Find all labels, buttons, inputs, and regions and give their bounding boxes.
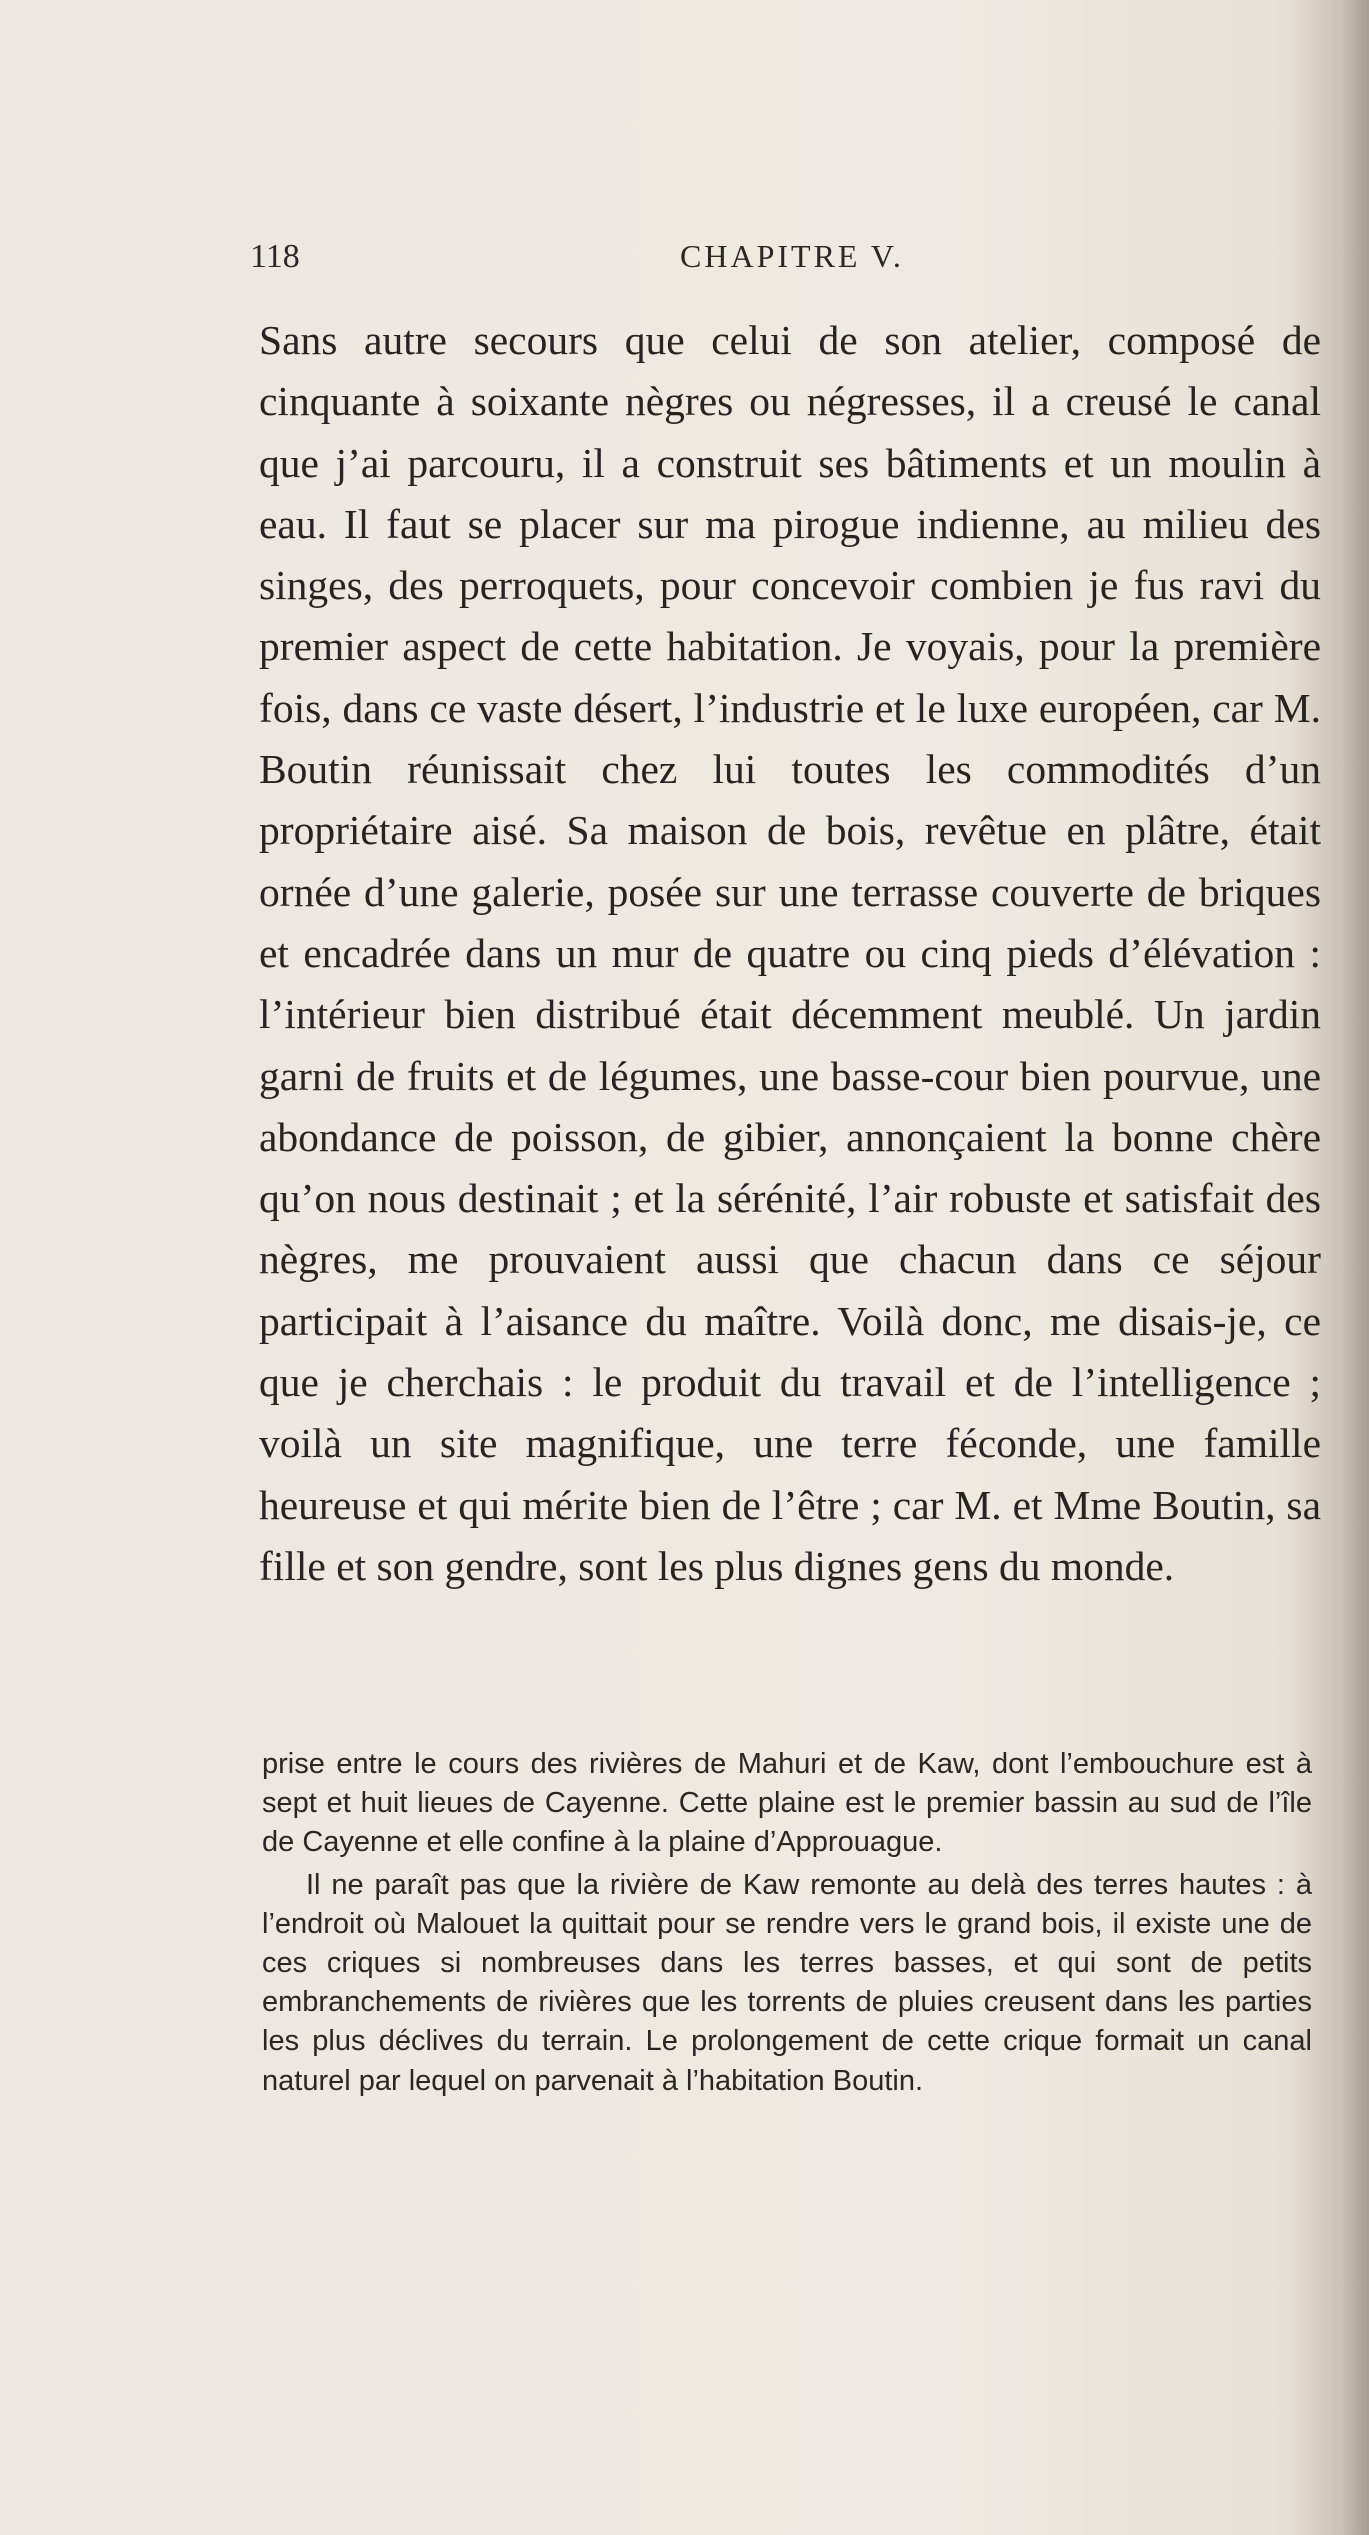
page-header (250, 238, 1330, 288)
page-number: 118 (250, 238, 300, 275)
body-paragraph: Sans autre secours que celui de son atelier, composé de cinquante à soixante nègres ou négresses, il a creusé le canal que j’ai parcouru, il a construit ses bâtiments et un moulin à eau. Il faut se placer sur ma pirogue indienne, au milieu des singes, des perroquets, pour concevoir combien je fus ravi du premier aspect de cette habitation. Je voyais, pour la première fois, dans ce vaste désert, l’industrie et le luxe européen, car M. Boutin réunissait chez lui toutes les commodités d’un propriétaire aisé. Sa maison de bois, revêtue en plâtre, était ornée d’une galerie, posée sur une terrasse couverte de briques et encadrée dans un mur de quatre ou cinq pieds d’élévation : l’intérieur bien distribué était décemment meublé. Un jardin garni de fruits et de légumes, une basse-cour bien pourvue, une abondance de poisson, de gibier, annonçaient la bonne chère qu’on nous destinait ; et la sérénité, l’air robuste et satisfait des nègres, me prouvaient aussi que chacun dans ce séjour participait à l’aisance du maître. Voilà donc, me disais-je, ce que je cherchais : le produit du travail et de l’intelligence ; voilà un site magnifique, une terre féconde, une famille heureuse et qui mérite bien de l’être ; car M. et Mme Boutin, sa fille et son gendre, sont les plus dignes gens du monde. (259, 317, 1321, 1589)
footnote-paragraph: Il ne paraît pas que la rivière de Kaw remonte au delà des terres hautes : à l’endroit où Malouet la quittait pour se rendre vers le grand bois, il existe une de ces criques si nombreuses dans les terres basses, et qui sont de petits embranchements de rivières que les torrents de pluies creusent dans les parties les plus déclives du terrain. Le prolongement de cette crique formait un canal naturel par lequel on parvenait à l’habitation Boutin. (262, 1868, 1312, 2097)
running-head: CHAPITRE V. (680, 238, 904, 274)
main-text (259, 310, 1321, 1597)
footnote (262, 1745, 1312, 2101)
footnote-continuation: prise entre le cours des rivières de Mahuri et de Kaw, dont l’embouchure est à sept et huit lieues de Cayenne. Cette plaine est le premier bassin au sud de l’île de Cayenne et elle confine à la plaine d’Approuague. (262, 1748, 1312, 1859)
